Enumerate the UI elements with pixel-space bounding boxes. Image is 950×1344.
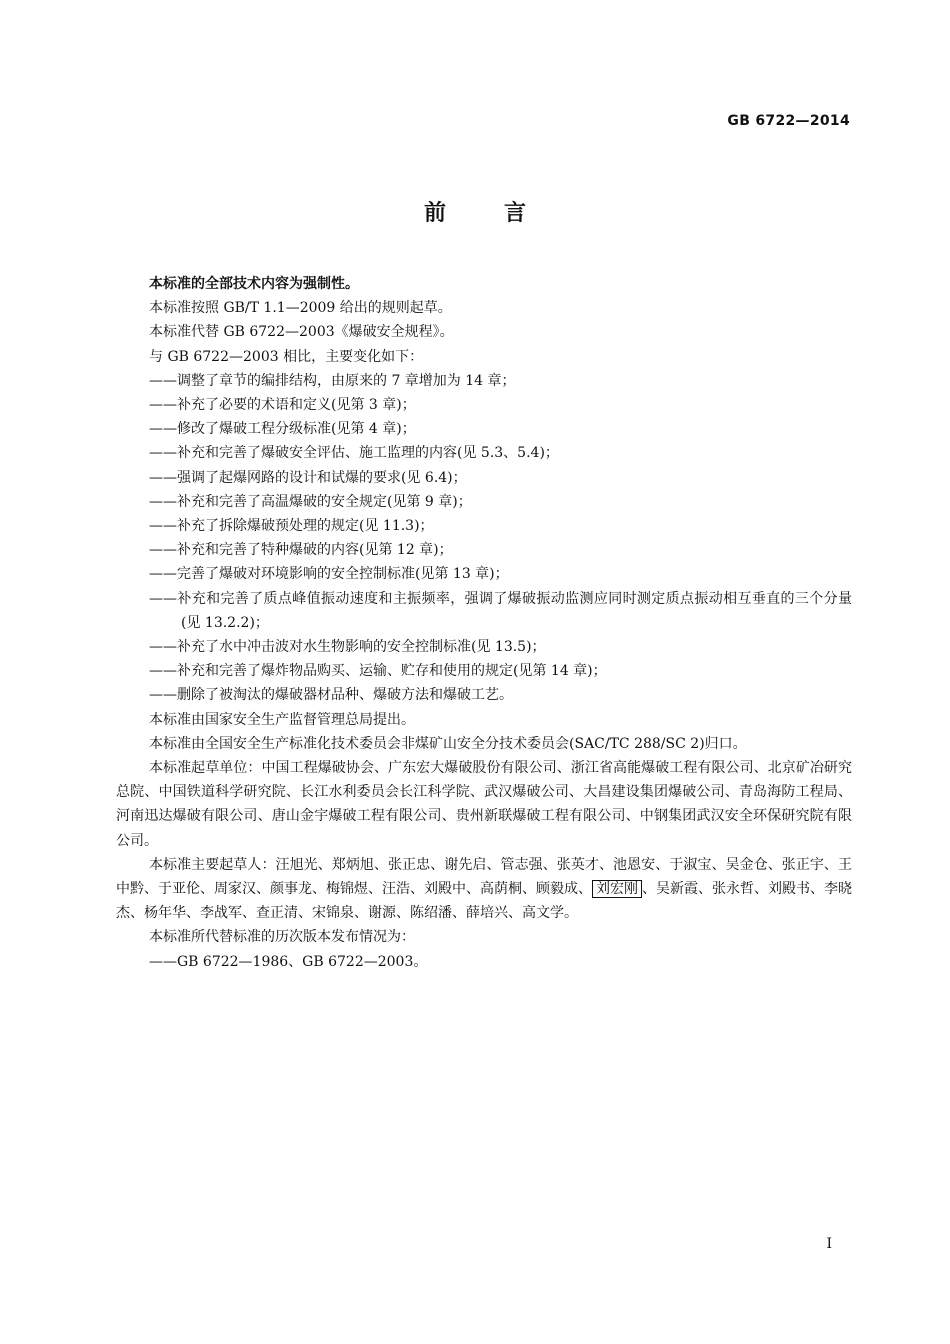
- list-item: ——补充和完善了高温爆破的安全规定(见第 9 章)；: [149, 493, 472, 510]
- drafters-after: 、吴新霞、张永哲、刘殿书、李晓杰、杨年华、李战军、查正清、宋锦泉、谢源、陈绍潘、薛培兴、高文学。: [116, 881, 852, 922]
- changes-list: [116, 369, 852, 708]
- history-item: ——GB 6722—1986、GB 6722—2003。: [149, 953, 428, 970]
- list-item: ——修改了爆破工程分级标准(见第 4 章)；: [149, 421, 416, 438]
- mandatory-statement: 本标准的全部技术内容为强制性。: [149, 276, 359, 292]
- title-char-2: 言: [504, 201, 527, 226]
- replaces-statement: 本标准代替 GB 6722—2003《爆破安全规程》。: [149, 324, 454, 341]
- list-item: ——补充和完善了爆破安全评估、施工监理的内容(见 5.3、5.4)；: [149, 445, 559, 462]
- list-item: ——删除了被淘汰的爆破器材品种、爆破方法和爆破工艺。: [149, 687, 513, 704]
- drafters-before: 本标准主要起草人：汪旭光、郑炳旭、张正忠、谢先启、管志强、张英才、池恩安、于淑宝、吴金仓、张正宇、王中黔、于亚伦、周家汉、颜事龙、梅锦煜、汪浩、刘殿中、高荫桐、顾毅成、: [116, 856, 852, 898]
- history-lead: 本标准所代替标准的历次版本发布情况为：: [149, 929, 415, 946]
- list-item: ——补充了拆除爆破预处理的规定(见 11.3)；: [149, 518, 434, 535]
- list-item: ——调整了章节的编排结构，由原来的 7 章增加为 14 章；: [149, 372, 516, 389]
- list-item: ——补充了水中冲击波对水生物影响的安全控制标准(见 13.5)；: [149, 639, 546, 656]
- title-char-1: 前: [423, 201, 446, 226]
- drafters: [116, 853, 852, 926]
- list-item: ——补充了必要的术语和定义(见第 3 章)；: [149, 397, 416, 414]
- foreword-body: [116, 272, 852, 974]
- list-item: ——补充和完善了质点峰值振动速度和主振频率，强调了爆破振动监测应同时测定质点振动相互垂直的三个分量(见 13.2.2)；: [149, 590, 852, 631]
- page-title: [0, 196, 950, 227]
- centralized-by: 本标准由全国安全生产标准化技术委员会非煤矿山安全分技术委员会(SAC/TC 288/SC 2)归口。: [149, 735, 747, 752]
- drafting-units: 本标准起草单位：中国工程爆破协会、广东宏大爆破股份有限公司、浙江省高能爆破工程有限公司、北京矿冶研究总院、中国铁道科学研究院、长江水利委员会长江科学院、武汉爆破公司、大昌建设集团爆破公司、青岛海防工程局、河南迅达爆破有限公司、唐山金宇爆破工程有限公司、贵州新联爆破工程有限公司、中钢集团武汉安全环保研究院有限公司。: [116, 760, 852, 849]
- proposed-by: 本标准由国家安全生产监督管理总局提出。: [149, 711, 415, 728]
- page-number: I: [826, 1236, 832, 1252]
- list-item: ——完善了爆破对环境影响的安全控制标准(见第 13 章)；: [149, 566, 509, 583]
- list-item: ——补充和完善了特种爆破的内容(见第 12 章)；: [149, 542, 453, 559]
- standard-code: GB 6722—2014: [727, 113, 850, 129]
- list-item: ——强调了起爆网路的设计和试爆的要求(见 6.4)；: [149, 469, 467, 486]
- boxed-name: 刘宏刚: [592, 880, 642, 898]
- list-item: ——补充和完善了爆炸物品购买、运输、贮存和使用的规定(见第 14 章)；: [149, 663, 607, 680]
- changes-lead: 与 GB 6722—2003 相比，主要变化如下：: [149, 348, 424, 365]
- drafting-rule: 本标准按照 GB/T 1.1—2009 给出的规则起草。: [149, 300, 452, 317]
